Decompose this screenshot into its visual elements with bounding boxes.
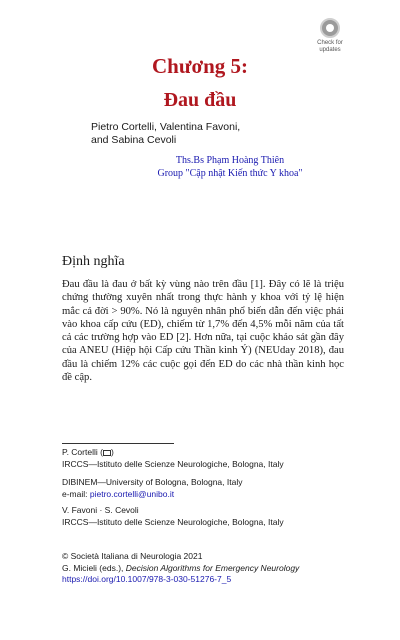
authors-3-names: V. Favoni · S. Cevoli bbox=[62, 505, 139, 515]
copyright-block bbox=[62, 551, 362, 586]
translator-name: Ths.Bs Phạm Hoàng Thiên bbox=[175, 155, 285, 166]
book-title: Decision Algorithms for Emergency Neurology bbox=[125, 562, 300, 573]
check-for-updates-badge[interactable] bbox=[310, 18, 350, 56]
doi-link[interactable]: https://doi.org/10.1007/978-3-030-51276-7_5 bbox=[62, 574, 232, 584]
footnote-authors-3 bbox=[62, 505, 362, 528]
email-label: e-mail: bbox=[62, 488, 90, 499]
copyright-line: © Società Italiana di Neurologia 2021 bbox=[62, 551, 203, 561]
authors-line-2: and Sabina Cevoli bbox=[91, 134, 177, 146]
footnote-author-1: P. Cortelli ( ) IRCCS—Istituto delle Scienze Neurologiche, Bologna, Italy bbox=[62, 447, 362, 470]
footnote-divider bbox=[62, 443, 174, 444]
affiliation-2: DIBINEM—University of Bologna, Bologna, Italy bbox=[62, 477, 243, 487]
book-editors: G. Micieli (eds.), bbox=[62, 562, 126, 573]
footnote-affiliation-2 bbox=[62, 477, 362, 500]
email-link[interactable]: pietro.cortelli@unibo.it bbox=[89, 488, 175, 499]
author-1-affiliation: IRCCS—Istituto delle Scienze Neurologiche, Bologna, Italy bbox=[62, 458, 284, 469]
author-list bbox=[91, 121, 331, 147]
authors-line-1: Pietro Cortelli, Valentina Favoni, bbox=[91, 121, 241, 133]
section-heading: Định nghĩa bbox=[62, 254, 125, 269]
badge-text: Check for updates bbox=[317, 40, 343, 53]
translator-group: Group "Cập nhật Kiến thức Y khoa" bbox=[157, 168, 303, 179]
envelope-icon bbox=[103, 450, 111, 456]
chapter-number: Chương 5: bbox=[152, 54, 248, 78]
authors-3-affiliation: IRCCS—Istituto delle Scienze Neurologiche, Bologna, Italy bbox=[62, 516, 284, 527]
author-1-name: P. Cortelli bbox=[62, 447, 98, 457]
body-paragraph: Đau đầu là đau ở bất kỳ vùng nào trên đầu [1]. Đây có lẽ là triệu chứng thường xuyên nhất trong thực hành y khoa với tỷ lệ hiện mắc cả đời > 90%. Nó là nguyên nhân phổ biến dẫn đến việc phải vào khoa cấp cứu (ED), chiếm từ 1,7% đến 4,5% mỗi năm của tất cả các trường hợp vào ED [2]. Hơn nữa, tại cuộc khảo sát gần đây của ANEU (Hiệp hội Cấp cứu Thần kinh Ý) (NEUday 2018), đau đầu là chiếm 12% các cuộc gọi đến ED do các nhà thần kinh học đề cập. bbox=[62, 279, 344, 384]
translator-credit bbox=[0, 154, 400, 180]
chapter-title: Đau đầu bbox=[163, 89, 237, 111]
update-icon bbox=[320, 18, 340, 38]
